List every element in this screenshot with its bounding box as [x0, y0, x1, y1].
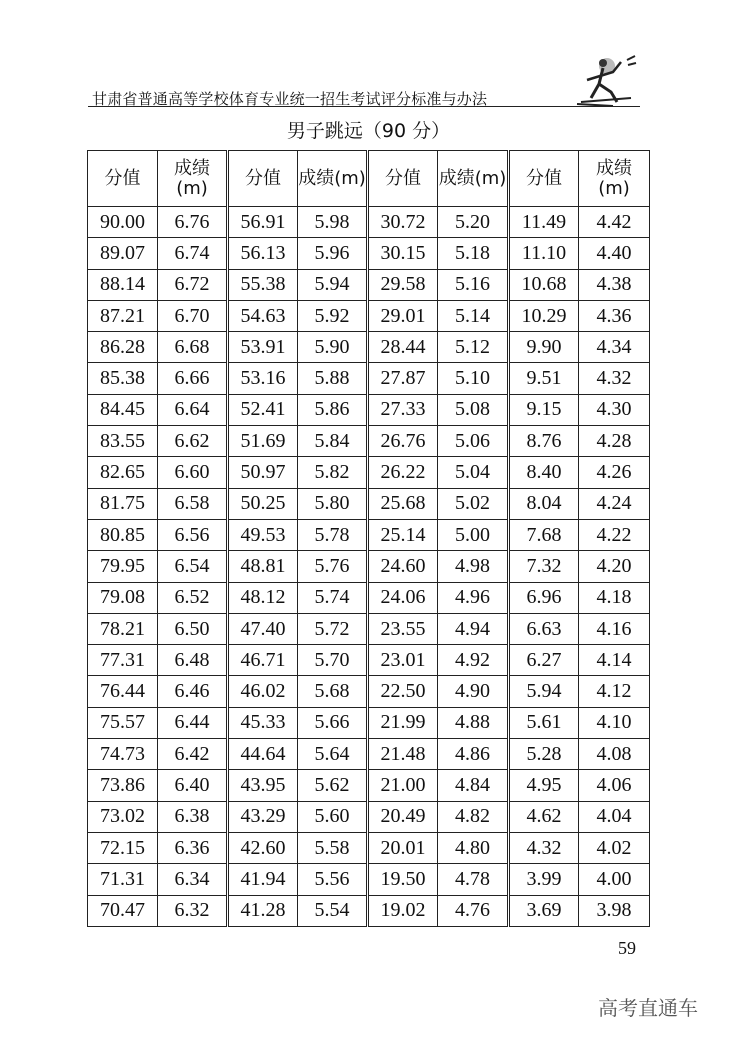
score-cell: 9.15 [509, 394, 579, 425]
score-cell: 79.08 [88, 582, 158, 613]
score-cell: 30.72 [368, 207, 438, 238]
score-cell: 41.94 [228, 864, 298, 895]
score-cell: 50.97 [228, 457, 298, 488]
result-cell: 5.56 [298, 864, 368, 895]
table-row [88, 801, 650, 832]
result-cell: 3.98 [579, 895, 650, 926]
result-cell: 6.50 [158, 613, 228, 644]
table-row [88, 488, 650, 519]
result-cell: 5.84 [298, 426, 368, 457]
table-row [88, 457, 650, 488]
column-header-score: 分值 [228, 151, 298, 207]
table-row [88, 739, 650, 770]
result-cell: 4.84 [438, 770, 509, 801]
result-cell: 4.34 [579, 332, 650, 363]
table-row [88, 707, 650, 738]
result-cell: 5.78 [298, 519, 368, 550]
score-cell: 53.91 [228, 332, 298, 363]
score-cell: 19.50 [368, 864, 438, 895]
result-cell: 6.66 [158, 363, 228, 394]
score-cell: 88.14 [88, 269, 158, 300]
result-cell: 4.98 [438, 551, 509, 582]
result-cell: 5.16 [438, 269, 509, 300]
result-cell: 4.16 [579, 613, 650, 644]
result-cell: 6.32 [158, 895, 228, 926]
score-cell: 46.71 [228, 645, 298, 676]
result-cell: 4.08 [579, 739, 650, 770]
score-cell: 10.68 [509, 269, 579, 300]
score-cell: 86.28 [88, 332, 158, 363]
result-cell: 4.40 [579, 238, 650, 269]
result-cell: 4.30 [579, 394, 650, 425]
document-header-title: 甘肃省普通高等学校体育专业统一招生考试评分标准与办法 [92, 90, 488, 108]
table-row [88, 519, 650, 550]
score-cell: 20.01 [368, 832, 438, 863]
score-cell: 77.31 [88, 645, 158, 676]
result-cell: 6.74 [158, 238, 228, 269]
result-cell: 5.14 [438, 300, 509, 331]
table-row [88, 676, 650, 707]
score-cell: 49.53 [228, 519, 298, 550]
column-header-result: 成绩 (m) [158, 151, 228, 207]
column-header-score: 分值 [88, 151, 158, 207]
score-cell: 83.55 [88, 426, 158, 457]
score-cell: 50.25 [228, 488, 298, 519]
result-cell: 4.96 [438, 582, 509, 613]
score-cell: 29.58 [368, 269, 438, 300]
table-row [88, 895, 650, 926]
result-cell: 4.12 [579, 676, 650, 707]
score-cell: 72.15 [88, 832, 158, 863]
watermark: 高考直通车 [598, 996, 698, 1020]
score-cell: 9.51 [509, 363, 579, 394]
result-cell: 5.72 [298, 613, 368, 644]
result-cell: 6.36 [158, 832, 228, 863]
score-cell: 27.87 [368, 363, 438, 394]
table-row [88, 394, 650, 425]
score-cell: 3.69 [509, 895, 579, 926]
result-cell: 5.00 [438, 519, 509, 550]
table-header-row [88, 151, 650, 207]
score-cell: 42.60 [228, 832, 298, 863]
result-cell: 4.18 [579, 582, 650, 613]
result-cell: 4.92 [438, 645, 509, 676]
result-cell: 6.64 [158, 394, 228, 425]
result-cell: 5.90 [298, 332, 368, 363]
score-cell: 27.33 [368, 394, 438, 425]
score-cell: 55.38 [228, 269, 298, 300]
page-number: 59 [618, 938, 636, 958]
result-cell: 5.92 [298, 300, 368, 331]
score-cell: 8.76 [509, 426, 579, 457]
score-cell: 75.57 [88, 707, 158, 738]
result-cell: 5.86 [298, 394, 368, 425]
result-cell: 5.10 [438, 363, 509, 394]
result-cell: 5.04 [438, 457, 509, 488]
result-cell: 4.90 [438, 676, 509, 707]
score-cell: 8.40 [509, 457, 579, 488]
result-cell: 4.86 [438, 739, 509, 770]
score-cell: 20.49 [368, 801, 438, 832]
score-cell: 53.16 [228, 363, 298, 394]
score-cell: 85.38 [88, 363, 158, 394]
score-cell: 5.61 [509, 707, 579, 738]
result-cell: 4.20 [579, 551, 650, 582]
score-cell: 90.00 [88, 207, 158, 238]
result-cell: 5.60 [298, 801, 368, 832]
result-cell: 4.10 [579, 707, 650, 738]
result-cell: 5.02 [438, 488, 509, 519]
score-cell: 82.65 [88, 457, 158, 488]
score-cell: 76.44 [88, 676, 158, 707]
score-cell: 22.50 [368, 676, 438, 707]
score-cell: 47.40 [228, 613, 298, 644]
table-row [88, 832, 650, 863]
result-cell: 4.80 [438, 832, 509, 863]
result-cell: 6.46 [158, 676, 228, 707]
score-cell: 44.64 [228, 739, 298, 770]
score-cell: 4.32 [509, 832, 579, 863]
table-row [88, 613, 650, 644]
table-row [88, 551, 650, 582]
header-divider [88, 106, 640, 107]
score-cell: 5.28 [509, 739, 579, 770]
table-row [88, 300, 650, 331]
result-cell: 6.52 [158, 582, 228, 613]
table-row [88, 332, 650, 363]
score-cell: 6.27 [509, 645, 579, 676]
result-cell: 4.06 [579, 770, 650, 801]
score-cell: 51.69 [228, 426, 298, 457]
score-cell: 84.45 [88, 394, 158, 425]
table-row [88, 269, 650, 300]
score-cell: 21.48 [368, 739, 438, 770]
score-cell: 43.29 [228, 801, 298, 832]
result-cell: 4.38 [579, 269, 650, 300]
result-cell: 6.38 [158, 801, 228, 832]
result-cell: 6.56 [158, 519, 228, 550]
result-cell: 6.68 [158, 332, 228, 363]
result-cell: 6.60 [158, 457, 228, 488]
result-cell: 5.20 [438, 207, 509, 238]
result-cell: 5.68 [298, 676, 368, 707]
score-cell: 46.02 [228, 676, 298, 707]
column-header-result: 成绩(m) [438, 151, 509, 207]
result-cell: 4.94 [438, 613, 509, 644]
result-cell: 6.34 [158, 864, 228, 895]
result-cell: 5.62 [298, 770, 368, 801]
result-cell: 6.70 [158, 300, 228, 331]
result-cell: 4.76 [438, 895, 509, 926]
score-cell: 7.68 [509, 519, 579, 550]
score-cell: 23.55 [368, 613, 438, 644]
score-cell: 26.76 [368, 426, 438, 457]
table-row [88, 363, 650, 394]
score-cell: 5.94 [509, 676, 579, 707]
result-cell: 4.26 [579, 457, 650, 488]
score-cell: 41.28 [228, 895, 298, 926]
result-cell: 5.54 [298, 895, 368, 926]
result-cell: 5.76 [298, 551, 368, 582]
result-cell: 5.70 [298, 645, 368, 676]
result-cell: 5.82 [298, 457, 368, 488]
score-cell: 24.06 [368, 582, 438, 613]
score-cell: 8.04 [509, 488, 579, 519]
score-cell: 45.33 [228, 707, 298, 738]
score-cell: 11.10 [509, 238, 579, 269]
score-cell: 9.90 [509, 332, 579, 363]
column-header-score: 分值 [509, 151, 579, 207]
table-body [88, 207, 650, 927]
result-cell: 4.02 [579, 832, 650, 863]
result-cell: 5.64 [298, 739, 368, 770]
result-cell: 6.54 [158, 551, 228, 582]
score-cell: 73.02 [88, 801, 158, 832]
score-table [87, 150, 650, 927]
score-cell: 73.86 [88, 770, 158, 801]
result-cell: 6.40 [158, 770, 228, 801]
table-row [88, 426, 650, 457]
score-cell: 71.31 [88, 864, 158, 895]
score-cell: 52.41 [228, 394, 298, 425]
score-cell: 56.91 [228, 207, 298, 238]
score-cell: 19.02 [368, 895, 438, 926]
table-row [88, 238, 650, 269]
column-header-result: 成绩 (m) [579, 151, 650, 207]
result-cell: 5.94 [298, 269, 368, 300]
score-cell: 6.63 [509, 613, 579, 644]
result-cell: 4.28 [579, 426, 650, 457]
result-cell: 4.36 [579, 300, 650, 331]
result-cell: 5.08 [438, 394, 509, 425]
score-cell: 21.99 [368, 707, 438, 738]
table-row [88, 770, 650, 801]
score-cell: 28.44 [368, 332, 438, 363]
score-cell: 70.47 [88, 895, 158, 926]
score-cell: 78.21 [88, 613, 158, 644]
page-title: 男子跳远（90 分） [286, 120, 451, 142]
result-cell: 4.32 [579, 363, 650, 394]
result-cell: 5.06 [438, 426, 509, 457]
score-cell: 43.95 [228, 770, 298, 801]
result-cell: 5.98 [298, 207, 368, 238]
score-cell: 81.75 [88, 488, 158, 519]
result-cell: 4.88 [438, 707, 509, 738]
score-cell: 56.13 [228, 238, 298, 269]
table-row [88, 582, 650, 613]
result-cell: 5.12 [438, 332, 509, 363]
score-cell: 4.62 [509, 801, 579, 832]
score-cell: 89.07 [88, 238, 158, 269]
result-cell: 5.18 [438, 238, 509, 269]
score-cell: 24.60 [368, 551, 438, 582]
result-cell: 6.76 [158, 207, 228, 238]
score-cell: 30.15 [368, 238, 438, 269]
result-cell: 6.48 [158, 645, 228, 676]
result-cell: 6.44 [158, 707, 228, 738]
result-cell: 5.80 [298, 488, 368, 519]
score-cell: 10.29 [509, 300, 579, 331]
result-cell: 4.04 [579, 801, 650, 832]
score-cell: 25.14 [368, 519, 438, 550]
result-cell: 4.24 [579, 488, 650, 519]
score-cell: 26.22 [368, 457, 438, 488]
result-cell: 5.58 [298, 832, 368, 863]
result-cell: 6.42 [158, 739, 228, 770]
score-cell: 29.01 [368, 300, 438, 331]
score-cell: 25.68 [368, 488, 438, 519]
score-cell: 11.49 [509, 207, 579, 238]
table-row [88, 207, 650, 238]
score-cell: 21.00 [368, 770, 438, 801]
result-cell: 4.82 [438, 801, 509, 832]
result-cell: 6.62 [158, 426, 228, 457]
table-row [88, 645, 650, 676]
result-cell: 5.74 [298, 582, 368, 613]
result-cell: 4.00 [579, 864, 650, 895]
column-header-score: 分值 [368, 151, 438, 207]
score-cell: 79.95 [88, 551, 158, 582]
score-cell: 48.81 [228, 551, 298, 582]
result-cell: 5.66 [298, 707, 368, 738]
score-cell: 87.21 [88, 300, 158, 331]
result-cell: 5.88 [298, 363, 368, 394]
score-cell: 74.73 [88, 739, 158, 770]
score-cell: 4.95 [509, 770, 579, 801]
score-cell: 23.01 [368, 645, 438, 676]
score-cell: 3.99 [509, 864, 579, 895]
score-cell: 80.85 [88, 519, 158, 550]
score-cell: 7.32 [509, 551, 579, 582]
column-header-result: 成绩(m) [298, 151, 368, 207]
score-cell: 48.12 [228, 582, 298, 613]
score-cell: 54.63 [228, 300, 298, 331]
result-cell: 4.78 [438, 864, 509, 895]
result-cell: 6.72 [158, 269, 228, 300]
score-cell: 6.96 [509, 582, 579, 613]
result-cell: 4.22 [579, 519, 650, 550]
result-cell: 5.96 [298, 238, 368, 269]
skier-icon [573, 54, 637, 108]
result-cell: 4.14 [579, 645, 650, 676]
result-cell: 4.42 [579, 207, 650, 238]
table-row [88, 864, 650, 895]
result-cell: 6.58 [158, 488, 228, 519]
